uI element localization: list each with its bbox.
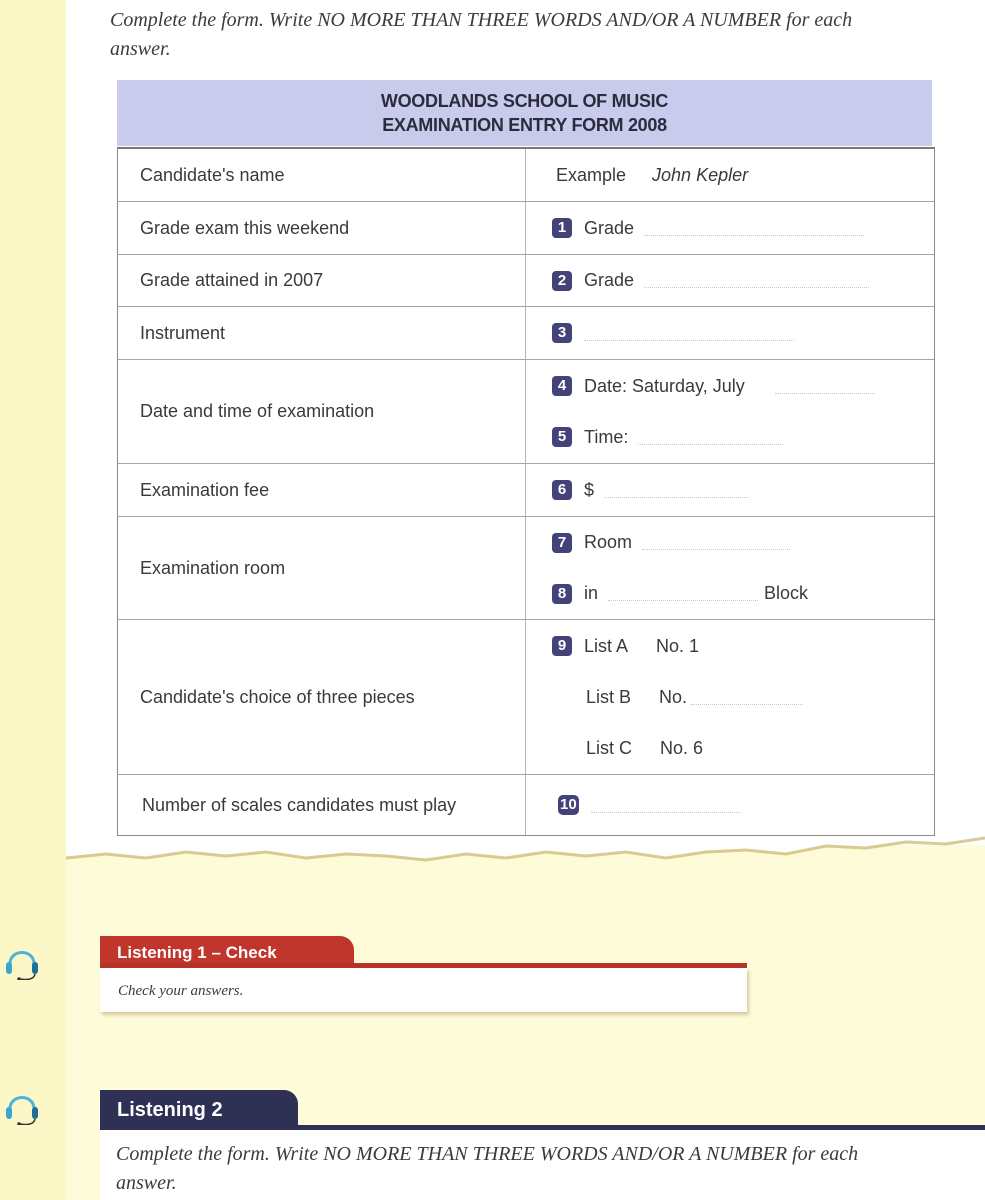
listening-2-instruction [116,1140,976,1198]
entry-form-table [117,147,935,836]
answer-suffix: Block [764,583,809,603]
row-label: Number of scales candidates must play [118,775,526,835]
headset-icon [2,1085,50,1125]
row-label: Date and time of examination [118,360,526,463]
example-label: Example [556,164,627,185]
list-label: List A [584,635,629,656]
answer-blank-8[interactable] [608,586,758,601]
form-row-candidate-name [118,149,934,202]
instruction-line-2: answer. [110,38,171,60]
question-number-badge: 2 [552,271,572,291]
answer-blank-4[interactable] [775,379,875,394]
question-number-badge: 7 [552,533,572,553]
question-number-badge: 10 [560,796,577,813]
headset-icon [2,940,50,980]
form-row-fee [118,464,934,517]
answer-blank-6[interactable] [604,483,749,498]
row-label: Examination fee [118,464,526,516]
instruction-line-1: Complete the form. Write NO MORE THAN THREE WORDS AND/OR A NUMBER for each [116,1143,859,1165]
check-instruction: Check your answers. [118,983,244,999]
answer-blank-10[interactable] [591,798,741,813]
answer-blank-1[interactable] [644,221,864,236]
instruction-line-2: answer. [116,1172,177,1194]
form-row-pieces [118,620,934,775]
answer-prefix: Time: [584,426,629,447]
section-title: Listening 1 – Check [100,936,354,968]
answer-blank-7[interactable] [642,535,790,550]
school-name: WOODLANDS SCHOOL OF MUSIC [380,91,669,111]
row-label: Candidate's name [118,149,526,201]
answer-prefix: Room [584,532,633,552]
question-number-badge: 5 [552,427,572,447]
listening-1-check-header [100,936,747,968]
section-rule [100,1125,985,1130]
listening-2-header [100,1090,985,1130]
form-row-room [118,517,934,620]
question-number-badge: 1 [552,218,572,238]
row-label: Grade attained in 2007 [118,255,526,306]
answer-blank-9[interactable] [691,690,803,705]
list-number: No. [659,686,688,707]
question-number-badge: 3 [552,323,572,343]
answer-blank-3[interactable] [584,326,794,341]
row-label: Instrument [118,307,526,359]
page-margin [0,0,66,1200]
answer-prefix: Grade [584,270,635,290]
question-number-badge: 6 [552,480,572,500]
list-number: No. 1 [656,635,700,656]
answer-prefix: in [584,583,599,603]
section-title: Listening 2 [100,1090,298,1130]
form-name: EXAMINATION ENTRY FORM 2008 [382,115,667,135]
form-title-banner [117,80,932,146]
list-label: List B [586,686,632,707]
question-number-badge: 4 [552,376,572,396]
list-number: No. 6 [660,737,704,758]
instruction-line-1: Complete the form. Write NO MORE THAN THREE WORDS AND/OR A NUMBER for each [110,9,853,31]
list-label: List C [586,737,633,758]
form-row-grade-exam [118,202,934,255]
question-number-badge: 9 [552,636,572,656]
row-label: Examination room [118,517,526,619]
answer-blank-2[interactable] [644,273,869,288]
form-row-date-time [118,360,934,464]
answer-prefix: Grade [584,217,635,238]
answer-prefix: Date: Saturday, July [584,375,745,396]
torn-paper-edge [66,830,985,870]
answer-prefix: $ [584,479,595,500]
form-row-instrument [118,307,934,360]
form-row-scales [118,775,934,835]
form-instruction [110,6,970,64]
example-value: John Kepler [652,164,749,185]
form-row-grade-attained [118,255,934,307]
row-label: Candidate's choice of three pieces [118,620,526,774]
question-number-badge: 8 [552,584,572,604]
row-label: Grade exam this weekend [118,202,526,254]
answer-blank-5[interactable] [638,430,783,445]
